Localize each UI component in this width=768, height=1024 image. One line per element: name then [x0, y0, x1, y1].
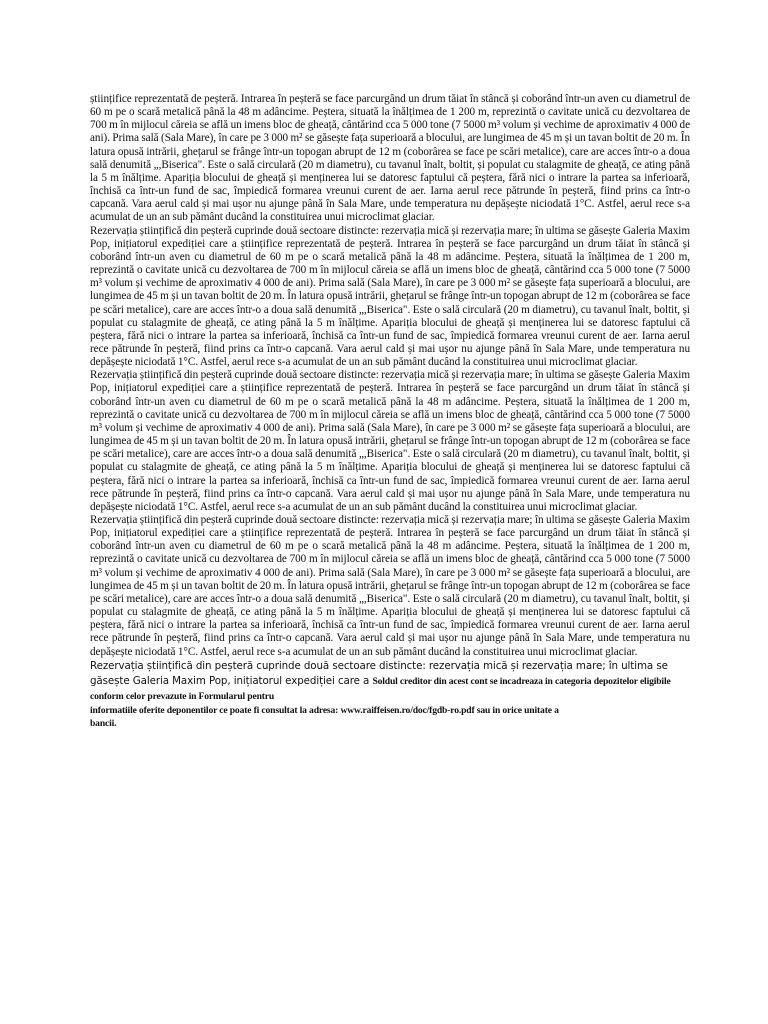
deposit-notice-inline: Soldul creditor din acest cont se incadreaza in categoria depozitelor eligibile conform celor prevazute in Formularul pentru: [90, 675, 671, 702]
paragraph-5: [90, 659, 690, 704]
paragraph-2: Rezervația științifică din peșteră cuprinde două sectoare distincte: rezervația mică și rezervația mare; în ultima se găsește Galeria Maxim Pop, inițiatorul expediției care a științifice reprezentată de peșteră. Intrarea în peșteră se face parcurgând un drum tăiat în stâncă și coborând într-un aven cu diametrul de 60 m pe o scară metalică până la 48 m adâncime. Peștera, situată la înălțimea de 1 200 m, reprezintă o cavitate unică cu dezvoltarea de 700 m în mijlocul căreia se află un imens bloc de gheață, cântărind cca 5 000 tone (7 5000 m³ volum și vechime de aproximativ 4 000 de ani). Prima sală (Sala Mare), în care pe 3 000 m² se găsește fața superioară a blocului, are lungimea de 45 m și un tavan boltit de 20 m. În latura opusă intrării, ghețarul se frânge într-un topogan abrupt de 12 m (coborârea se face pe scări metalice), care are acces într-o a doua sală denumită „,Biserica". Este o sală circulară (20 m diametru), cu tavanul înalt, boltit, și populat cu stalagmite de gheață, ce ating până la 5 m înălțime. Apariția blocului de gheață și menținerea lui se datoresc faptului că peștera, fără nici o intrare la partea sa inferioară, închisă ca într-un fund de sac, împiedică formarea vreunui curent de aer. Iarna aerul rece pătrunde în peșteră, fiind prins ca într-o capcană. Vara aerul cald și mai ușor nu ajunge până în Sala Mare, unde temperatura nu depășește niciodată 1°C. Astfel, aerul rece s-a acumulat de un an sub pământ ducând la constituirea unui microclimat glaciar.: [90, 224, 690, 369]
deposit-notice-line-1: informatiile oferite deponentilor ce poate fi consultat la adresa: www.raiffeisen.ro/doc/fgdb-ro.pdf sau in orice unitate a: [90, 704, 559, 716]
paragraph-3: Rezervația științifică din peșteră cuprinde două sectoare distincte: rezervația mică și rezervația mare; în ultima se găsește Galeria Maxim Pop, inițiatorul expediției care a științifice reprezentată de peșteră. Intrarea în peșteră se face parcurgând un drum tăiat în stâncă și coborând într-un aven cu diametrul de 60 m pe o scară metalică până la 48 m adâncime. Peștera, situată la înălțimea de 1 200 m, reprezintă o cavitate unică cu dezvoltarea de 700 m în mijlocul căreia se află un imens bloc de gheață, cântărind cca 5 000 tone (7 5000 m³ volum și vechime de aproximativ 4 000 de ani). Prima sală (Sala Mare), în care pe 3 000 m² se găsește fața superioară a blocului, are lungimea de 45 m și un tavan boltit de 20 m. În latura opusă intrării, ghețarul se frânge într-un topogan abrupt de 12 m (coborârea se face pe scări metalice), care are acces într-o a doua sală denumită „,Biserica". Este o sală circulară (20 m diametru), cu tavanul înalt, boltit, și populat cu stalagmite de gheață, ce ating până la 5 m înălțime. Apariția blocului de gheață și menținerea lui se datoresc faptului că peștera, fără nici o intrare la partea sa inferioară, închisă ca într-un fund de sac, împiedică formarea vreunui curent de aer. Iarna aerul rece pătrunde în peșteră, fiind prins ca într-o capcană. Vara aerul cald și mai ușor nu ajunge până în Sala Mare, unde temperatura nu depășește niciodată 1°C. Astfel, aerul rece s-a acumulat de un an sub pământ ducând la constituirea unui microclimat glaciar.: [90, 369, 690, 513]
deposit-notice-line-2: bancii.: [90, 717, 117, 729]
paragraph-1: științifice reprezentată de peșteră. Intrarea în peșteră se face parcurgând un drum tăiat în stâncă și coborând într-un aven cu diametrul de 60 m pe o scară metalică până la 48 m adâncime. Peștera, situată la înălțimea de 1 200 m, reprezintă o cavitate unică cu dezvoltarea de 700 m în mijlocul căreia se află un imens bloc de gheață, cântărind cca 5 000 tone (7 5000 m³ volum și vechime de aproximativ 4 000 de ani). Prima sală (Sala Mare), în care pe 3 000 m² se găsește fața superioară a blocului, are lungimea de 45 m și un tavan boltit de 20 m. În latura opusă intrării, ghețarul se frânge într-un topogan abrupt de 12 m (coborârea se face pe scări metalice), care are acces într-o a doua sală denumită „,Biserica". Este o sală circulară (20 m diametru), cu tavanul înalt, boltit, și populat cu stalagmite de gheață, ce ating până la 5 m înălțime. Apariția blocului de gheață și menținerea lui se datoresc faptului că peștera, fără nici o intrare la partea sa inferioară, închisă ca într-un fund de sac, împiedică formarea vreunui curent de aer. Iarna aerul rece pătrunde în peșteră, fiind prins ca într-o capcană. Vara aerul cald și mai ușor nu ajunge până în Sala Mare, unde temperatura nu depășește niciodată 1°C. Astfel, aerul rece s-a acumulat de un an sub pământ ducând la constituirea unui microclimat glaciar.: [90, 93, 690, 224]
paragraph-4: Rezervația științifică din peșteră cuprinde două sectoare distincte: rezervația mică și rezervația mare; în ultima se găsește Galeria Maxim Pop, inițiatorul expediției care a științifice reprezentată de peșteră. Intrarea în peșteră se face parcurgând un drum tăiat în stâncă și coborând într-un aven cu diametrul de 60 m pe o scară metalică până la 48 m adâncime. Peștera, situată la înălțimea de 1 200 m, reprezintă o cavitate unică cu dezvoltarea de 700 m în mijlocul căreia se află un imens bloc de gheață, cântărind cca 5 000 tone (7 5000 m³ volum și vechime de aproximativ 4 000 de ani). Prima sală (Sala Mare), în care pe 3 000 m² se găsește fața superioară a blocului, are lungimea de 45 m și un tavan boltit de 20 m. În latura opusă intrării, ghețarul se frânge într-un topogan abrupt de 12 m (coborârea se face pe scări metalice), care are acces într-o a doua sală denumită „,Biserica". Este o sală circulară (20 m diametru), cu tavanul înalt, boltit, și populat cu stalagmite de gheață, ce ating până la 5 m înălțime. Apariția blocului de gheață și menținerea lui se datoresc faptului că peștera, fără nici o intrare la partea sa inferioară, închisă ca într-un fund de sac, împiedică formarea vreunui curent de aer. Iarna aerul rece pătrunde în peșteră, fiind prins ca într-o capcană. Vara aerul cald și mai ușor nu ajunge până în Sala Mare, unde temperatura nu depășește niciodată 1°C. Astfel, aerul rece s-a acumulat de un an sub pământ ducând la constituirea unui microclimat glaciar.: [90, 514, 690, 658]
document-body: [90, 93, 690, 730]
paragraph-5-text: Rezervația științifică din peșteră cuprinde două sectoare distincte: rezervația mică și rezervația mare; în ultima se găsește Galeria Maxim Pop, inițiatorul expediției care a: [90, 659, 668, 687]
